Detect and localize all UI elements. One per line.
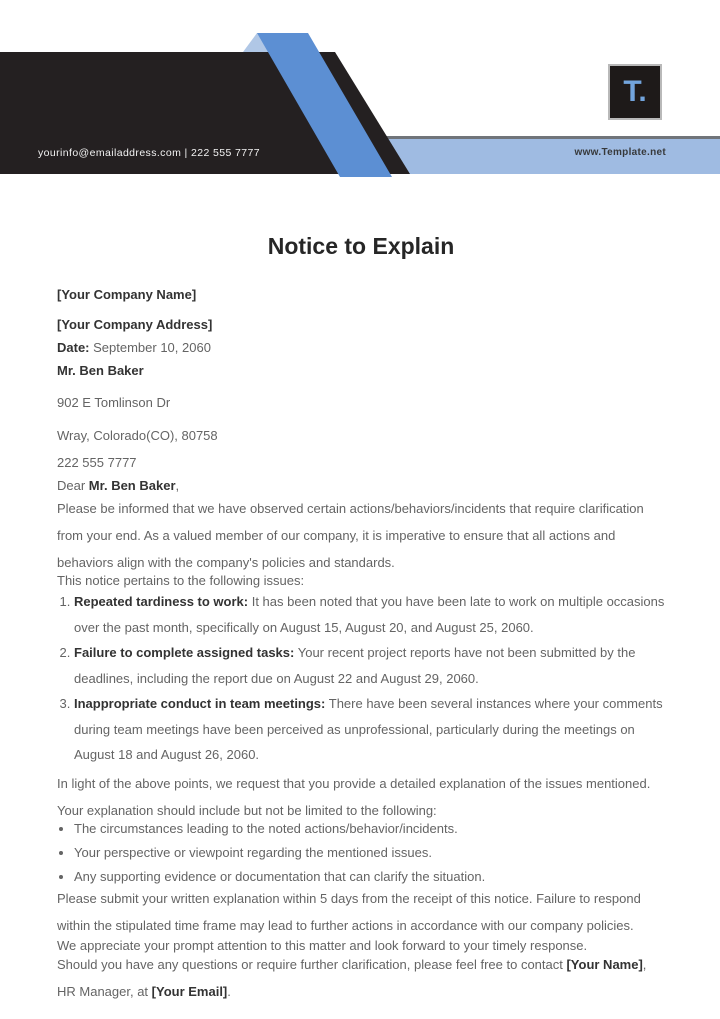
recipient-city: Wray, Colorado(CO), 80758 — [57, 428, 218, 443]
deadline-paragraph: Please submit your written explanation within 5 days from the receipt of this notice. Failure to respond within the stipulated time frame may lead to further actions in accordance with our company policies. — [57, 890, 641, 933]
contact-paragraph: Should you have any questions or require further clarification, please feel free to contact [Your Name], HR Manager, at [Your Email]. — [57, 956, 647, 999]
recipient-street: 902 E Tomlinson Dr — [57, 395, 171, 410]
issues-list — [57, 589, 665, 768]
recipient-name: Mr. Ben Baker — [57, 363, 144, 378]
website-url: www.Template.net — [574, 147, 666, 158]
bullet-item: • Any supporting evidence or documentation that can clarify the situation. — [74, 865, 665, 889]
date-label: Date: — [57, 340, 90, 355]
issues-intro: This notice pertains to the following issues: — [57, 573, 305, 588]
intro-paragraph: Please be informed that we have observed certain actions/behaviors/incidents that require clarification from your end. As a valued member of our company, it is imperative to ensure that all actions and behaviors align with the company's policies and standards. — [57, 501, 644, 570]
appreciation-paragraph: We appreciate your prompt attention to this matter and look forward to your timely response. — [57, 937, 588, 953]
issue-item: 3. Inappropriate conduct in team meetings: There have been several instances where your comments during team meetings have been perceived as unprofessional, particularly during the meetings on August 18 and August 26, 2060. — [74, 691, 665, 768]
logo-text: T. — [623, 75, 647, 108]
salutation: Dear Mr. Ben Baker, — [57, 478, 180, 493]
bullet-item: • The circumstances leading to the noted actions/behavior/incidents. — [74, 817, 665, 841]
bullet-item: • Your perspective or viewpoint regarding the mentioned issues. — [74, 841, 665, 865]
company-name: [Your Company Name] — [57, 287, 197, 302]
company-address: [Your Company Address] — [57, 317, 213, 332]
recipient-phone: 222 555 7777 — [57, 455, 137, 470]
explanation-points-list — [57, 817, 665, 889]
letter-title: Notice to Explain — [267, 233, 455, 259]
date-value: September 10, 2060 — [89, 340, 211, 355]
contact-info: yourinfo@emailaddress.com | 222 555 7777 — [38, 147, 261, 159]
issue-item: 1. Repeated tardiness to work: It has been noted that you have been late to work on multiple occasions over the past month, specifically on August 15, August 20, and August 25, 2060. — [74, 589, 665, 640]
issue-item: 2. Failure to complete assigned tasks: Your recent project reports have not been submitted by the deadlines, including the report due on August 22 and August 29, 2060. — [74, 640, 665, 691]
explanation-request-paragraph: In light of the above points, we request that you provide a detailed explanation of the issues mentioned. Your explanation should include but not be limited to the following: — [57, 775, 651, 818]
brand-logo — [608, 64, 662, 120]
